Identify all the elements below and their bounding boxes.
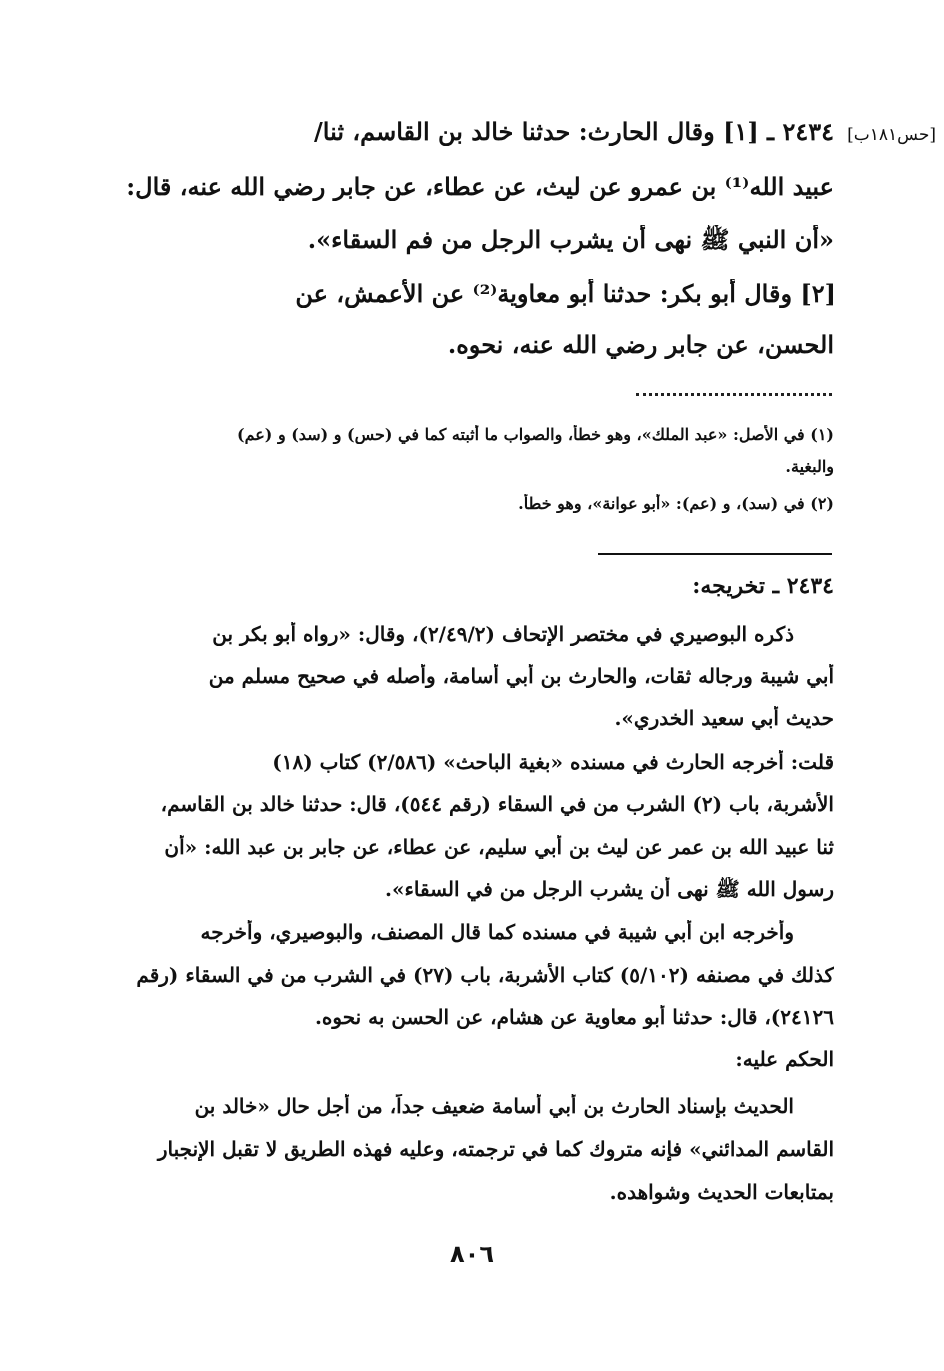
takhrij-line-4: قلت: أخرجه الحارث في مسنده «بغية الباحث» (٢/٥٨٦) كتاب (١٨) (272, 750, 834, 774)
takhrij-line-7: رسول الله ﷺ نهى أن يشرب الرجل من في السقاء». (384, 877, 834, 901)
ruling-line-1: الحديث بإسناد الحارث بن أبي أسامة ضعيف جداً، من أجل حال «خالد بن (194, 1094, 794, 1118)
hadith-line-1: ٢٤٣٤ ـ [١] وقال الحارث: حدثنا خالد بن القاسم، ثنا/ (314, 117, 834, 146)
hadith-line-4: [٢] وقال أبو بكر: حدثنا أبو معاوية⁽²⁾ عن الأعمش، عن (295, 279, 836, 308)
section-divider (598, 553, 832, 555)
takhrij-line-8: وأخرجه ابن أبي شيبة في مسنده كما قال المصنف، والبوصيري، وأخرجه (200, 920, 794, 944)
ruling-line-2: القاسم المدائني» فإنه متروك كما في ترجمته، وعليه فهذه الطريق لا تقبل الإنجبار (157, 1137, 834, 1161)
takhrij-line-1: ذكره البوصيري في مختصر الإتحاف (٢/٤٩/٢)، وقال: «رواه أبو بكر بن (212, 622, 794, 646)
page-number: ٨٠٦ (450, 1240, 494, 1268)
ruling-heading: الحكم عليه: (735, 1047, 834, 1071)
takhrij-heading: ٢٤٣٤ ـ تخريجه: (692, 573, 834, 599)
footnote-separator-dots (636, 385, 832, 396)
takhrij-line-2: أبي شيبة ورجاله ثقات، والحارث بن أبي أسامة، وأصله في صحيح مسلم من (208, 664, 834, 688)
takhrij-line-10: ٢٤١٢٦)، قال: حدثنا أبو معاوية عن هشام، عن الحسن به نحوه. (314, 1005, 834, 1029)
manuscript-folio-reference: [حس١٨١ب] (847, 125, 936, 145)
takhrij-line-5: الأشربة، باب (٢) الشرب من في السقاء (رقم ٥٤٤)، قال: حدثنا خالد بن القاسم، (160, 792, 834, 816)
footnote-1-line-2: والبغية. (785, 457, 834, 476)
footnote-2: (٢) في (سد)، و (عم): «أبو عوانة»، وهو خطأ. (518, 494, 834, 513)
takhrij-line-9: كذلك في مصنفه (٥/١٠٢) كتاب الأشربة، باب (٢٧) في الشرب من في السقاء (رقم (136, 963, 834, 987)
hadith-line-2: عبيد الله⁽¹⁾ بن عمرو عن ليث، عن عطاء، عن جابر رضي الله عنه، قال: (126, 172, 834, 201)
takhrij-line-6: ثنا عبيد الله بن عمر عن ليث بن أبي سليم، عن عطاء، عن جابر بن عبد الله: «أن (164, 835, 834, 859)
footnote-1-line-1: (١) في الأصل: «عبد الملك»، وهو خطأ، والصواب ما أثبته كما في (حس) و (سد) و (عم) (237, 425, 834, 444)
hadith-line-3: «أن النبي ﷺ نهى أن يشرب الرجل من فم السقاء». (307, 225, 834, 254)
takhrij-line-3: حديث أبي سعيد الخدري». (614, 706, 834, 730)
hadith-line-5: الحسن، عن جابر رضي الله عنه، نحوه. (447, 330, 834, 359)
ruling-line-3: بمتابعات الحديث وشواهده. (609, 1180, 834, 1204)
